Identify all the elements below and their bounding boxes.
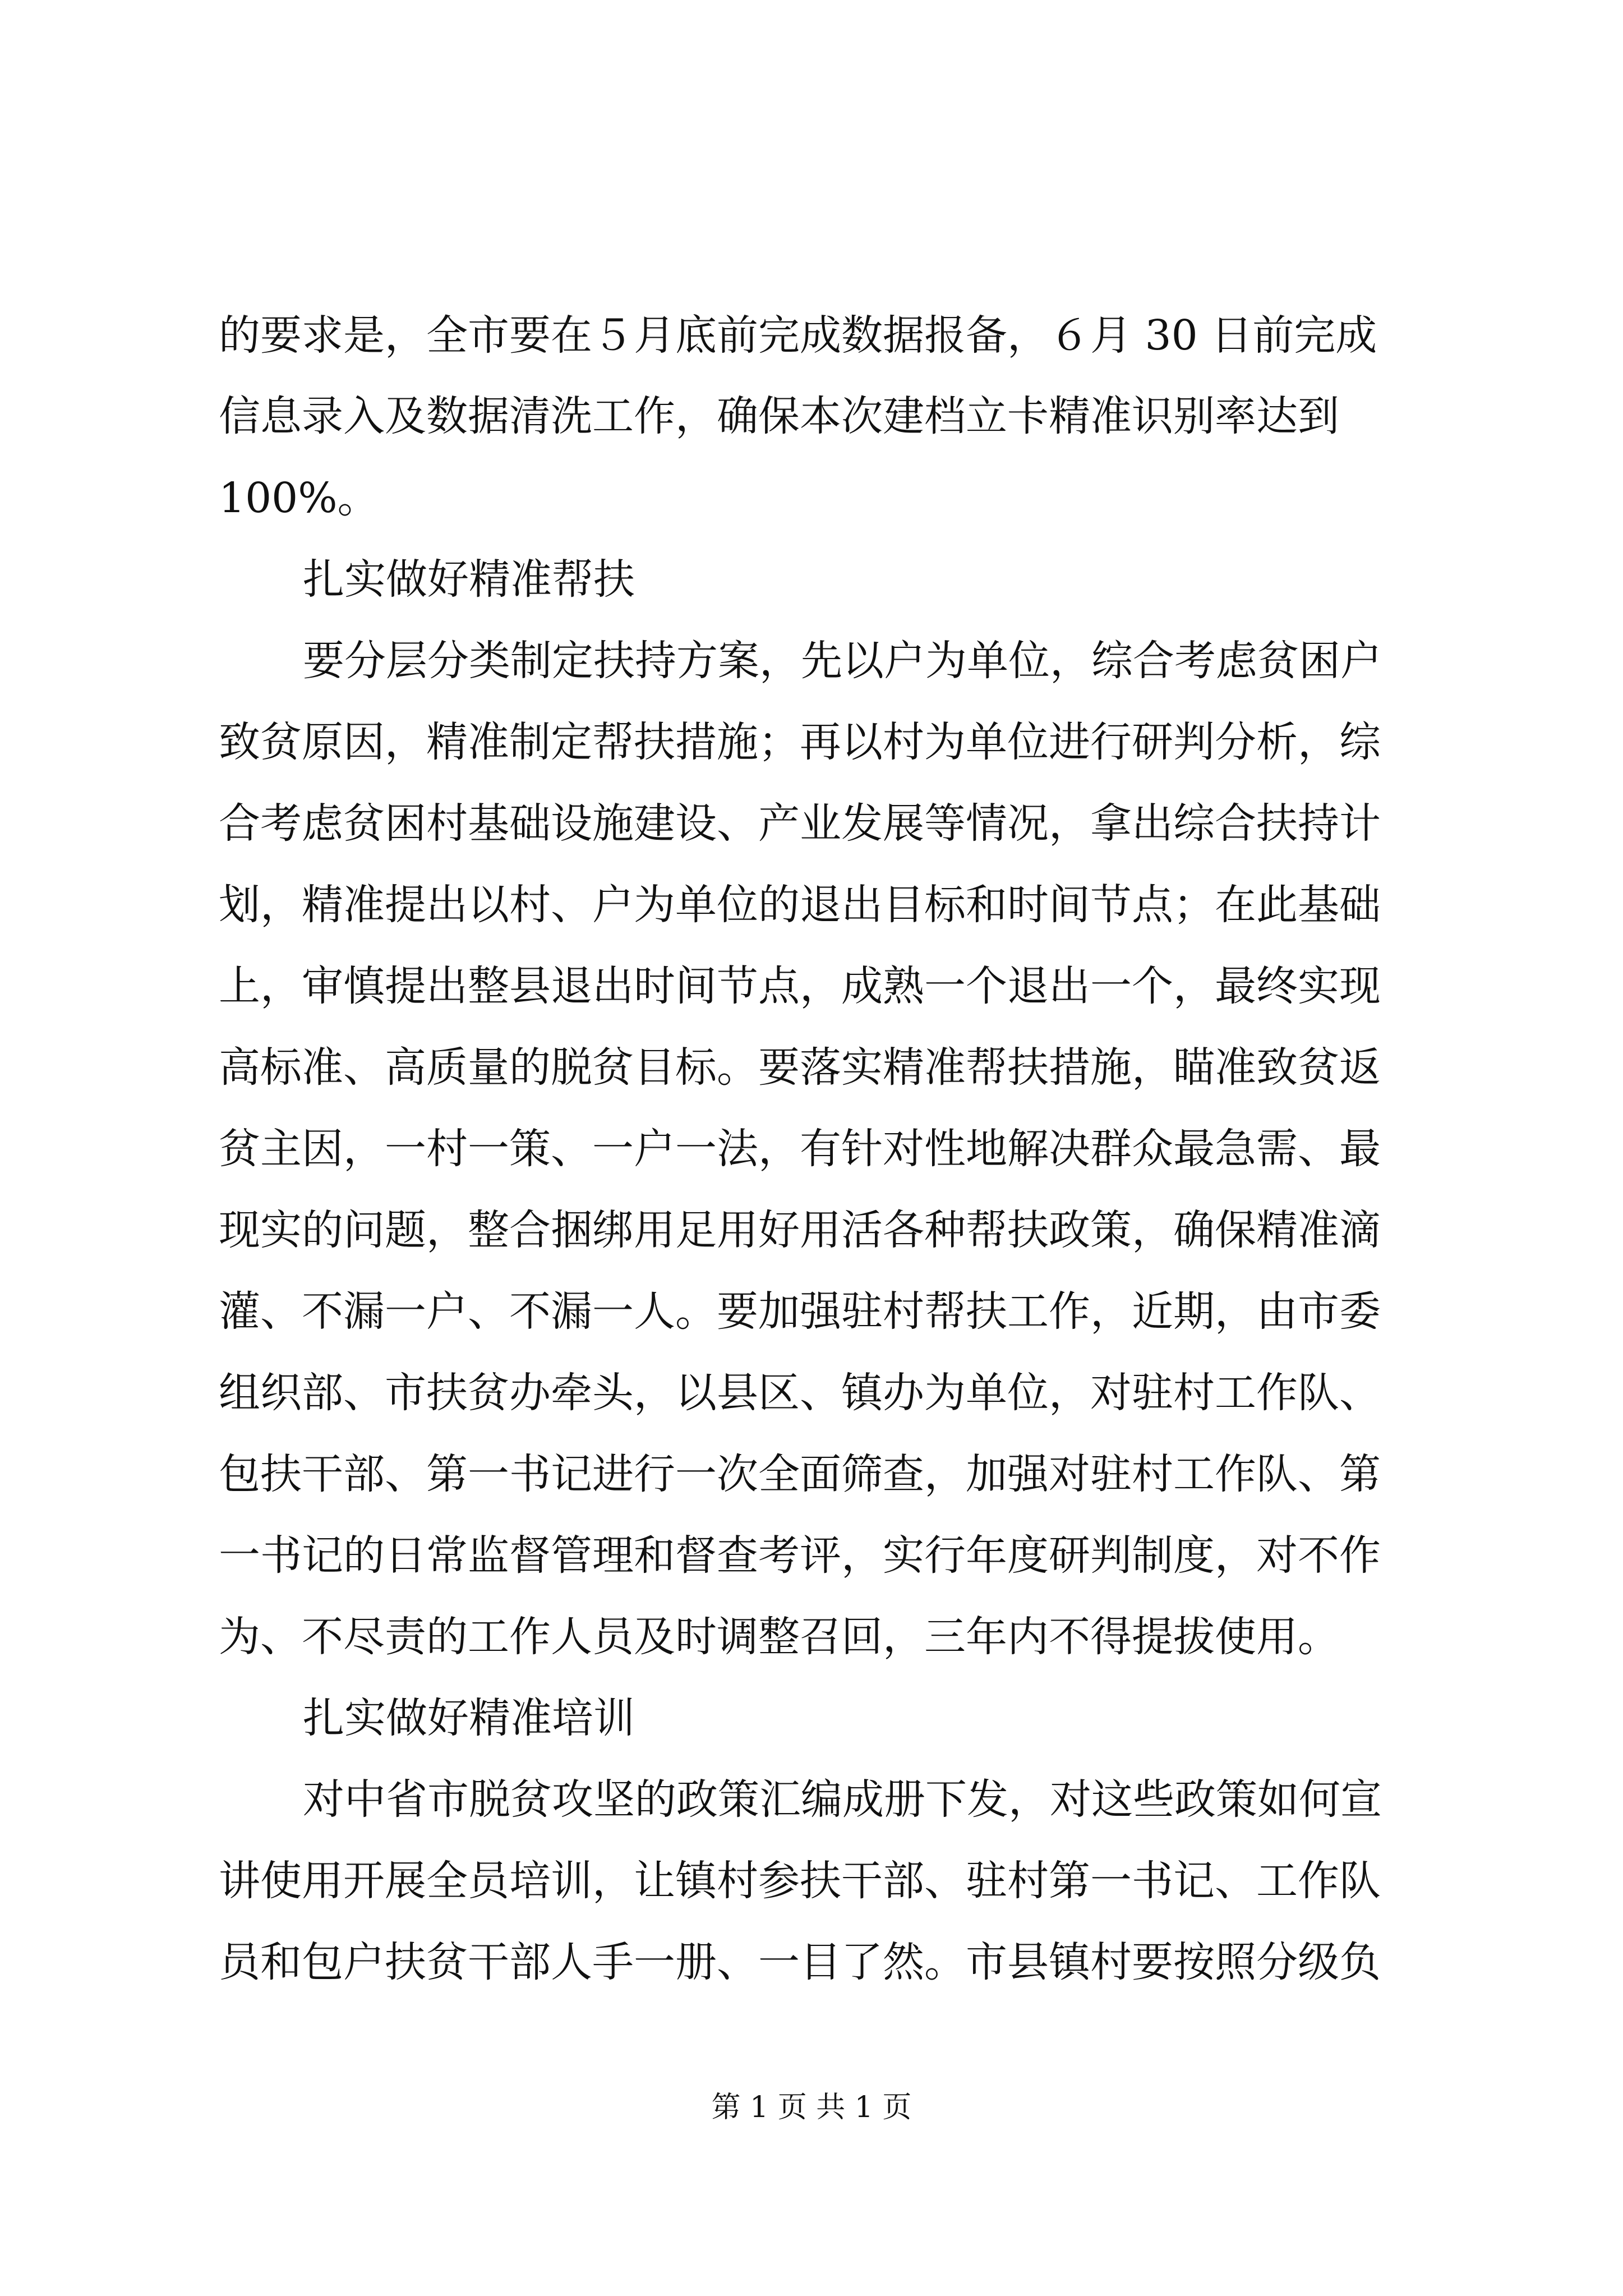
paragraph-line: 包扶干部、第一书记进行一次全面筛查，加强对驻村工作队、第 — [219, 1450, 1381, 1498]
paragraph-line: 划，精准提出以村、户为单位的退出目标和时间节点；在此基础 — [219, 881, 1381, 929]
paragraph-line: 灌、不漏一户、不漏一人。要加强驻村帮扶工作，近期，由市委 — [219, 1287, 1381, 1336]
paragraph-line: 100%。 — [219, 474, 379, 522]
paragraph-line: 一书记的日常监督管理和督查考评，实行年度研判制度，对不作 — [219, 1531, 1381, 1580]
paragraph-line: 合考虑贫困村基础设施建设、产业发展等情况，拿出综合扶持计 — [219, 799, 1381, 848]
paragraph-line: 讲使用开展全员培训，让镇村参扶干部、驻村第一书记、工作队 — [219, 1857, 1381, 1905]
paragraph-line: 上，审慎提出整县退出时间节点，成熟一个退出一个，最终实现 — [219, 962, 1381, 1010]
section-heading: 扎实做好精准帮扶 — [303, 555, 635, 604]
paragraph-line: 信息录入及数据清洗工作，确保本次建档立卡精准识别率达到 — [219, 392, 1339, 440]
paragraph-line: 要分层分类制定扶持方案，先以户为单位，综合考虑贫困户 — [303, 637, 1382, 685]
paragraph-line: 现实的问题，整合捆绑用足用好用活各种帮扶政策，确保精准滴 — [219, 1206, 1381, 1254]
paragraph-line: 对中省市脱贫攻坚的政策汇编成册下发，对这些政策如何宣 — [303, 1775, 1382, 1824]
paragraph-line: 的要求是，全市要在５月底前完成数据报备，６月 30 日前完成 — [219, 311, 1377, 360]
paragraph-line: 组织部、市扶贫办牵头，以县区、镇办为单位，对驻村工作队、 — [219, 1369, 1381, 1417]
paragraph-line: 贫主因，一村一策、一户一法，有针对性地解决群众最急需、最 — [219, 1125, 1381, 1173]
paragraph-line: 为、不尽责的工作人员及时调整召回，三年内不得提拔使用。 — [219, 1613, 1339, 1661]
section-heading: 扎实做好精准培训 — [303, 1694, 635, 1742]
paragraph-line: 高标准、高质量的脱贫目标。要落实精准帮扶措施，瞄准致贫返 — [219, 1043, 1381, 1092]
paragraph-line: 致贫原因，精准制定帮扶措施；再以村为单位进行研判分析，综 — [219, 718, 1381, 766]
paragraph-line: 员和包户扶贫干部人手一册、一目了然。市县镇村要按照分级负 — [219, 1938, 1381, 1986]
page-footer: 第 1 页 共 1 页 — [711, 2091, 912, 2124]
